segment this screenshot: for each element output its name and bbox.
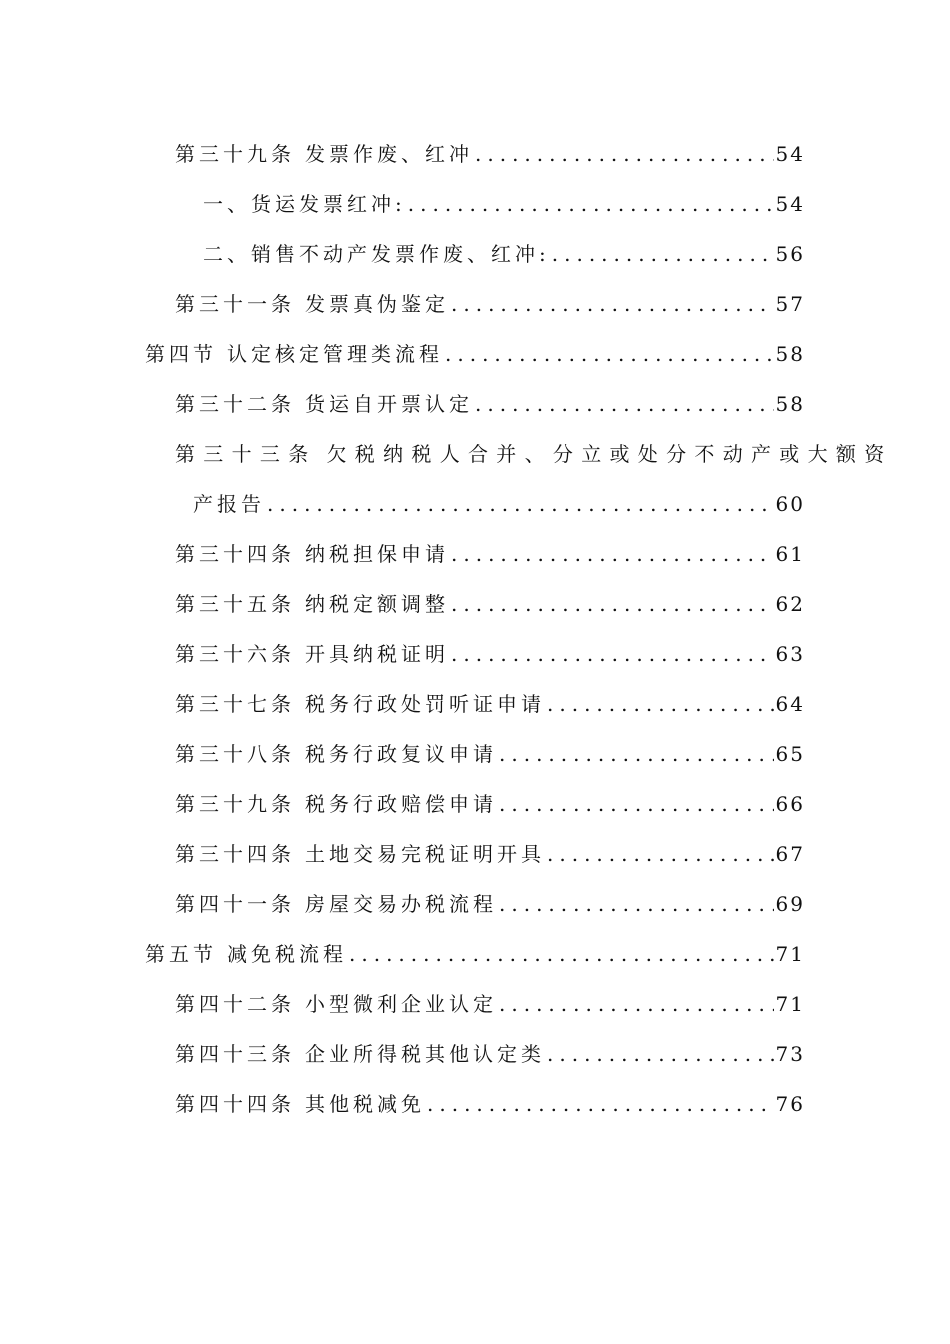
toc-entry[interactable] (0, 827, 950, 877)
toc-page-number: 61 (775, 541, 805, 566)
toc-entry[interactable] (0, 1027, 950, 1077)
dot-leader (475, 392, 774, 416)
toc-entry-label: 第三十八条 税务行政复议申请 (175, 741, 497, 766)
toc-entry[interactable] (0, 577, 950, 627)
toc-page-number: 66 (775, 791, 805, 816)
toc-page-number: 65 (775, 741, 805, 766)
toc-entry[interactable] (0, 527, 950, 577)
toc-entry-label: 第四十二条 小型微利企业认定 (175, 991, 497, 1016)
toc-page-number: 54 (775, 191, 805, 216)
toc-entry[interactable] (0, 727, 950, 777)
toc-entry[interactable] (0, 277, 950, 327)
dot-leader (451, 642, 774, 666)
dot-leader (547, 692, 774, 716)
toc-page-number: 67 (775, 841, 805, 866)
dot-leader (547, 842, 774, 866)
toc-entry[interactable] (0, 227, 950, 277)
dot-leader (499, 742, 774, 766)
toc-page-number: 60 (775, 491, 805, 516)
dot-leader (499, 992, 774, 1016)
toc-entry-label: 第四十一条 房屋交易办税流程 (175, 891, 497, 916)
toc-entry-label: 第四十三条 企业所得税其他认定类 (175, 1041, 545, 1066)
dot-leader (408, 192, 774, 216)
dot-leader (267, 492, 774, 516)
dot-leader (451, 542, 774, 566)
toc-entry-label: 第五节 减免税流程 (145, 941, 347, 966)
toc-entry[interactable] (0, 877, 950, 927)
toc-page-number: 58 (775, 391, 805, 416)
toc-page-number: 56 (775, 241, 805, 266)
table-of-contents (0, 127, 950, 1127)
toc-entry-label: 一、货运发票红冲: (203, 191, 406, 216)
dot-leader (445, 342, 774, 366)
dot-leader (451, 592, 774, 616)
toc-page-number: 73 (775, 1041, 805, 1066)
toc-page-number: 62 (775, 591, 805, 616)
toc-page-number: 54 (775, 141, 805, 166)
toc-page-number: 64 (775, 691, 805, 716)
toc-page-number: 63 (775, 641, 805, 666)
dot-leader (475, 142, 774, 166)
toc-page-number: 71 (775, 941, 805, 966)
toc-entry[interactable] (0, 1077, 950, 1127)
toc-entry-continuation[interactable] (0, 477, 950, 527)
dot-leader (499, 792, 774, 816)
toc-entry-label: 二、销售不动产发票作废、红冲: (203, 241, 550, 266)
dot-leader (552, 242, 774, 266)
toc-section-entry[interactable] (0, 327, 950, 377)
dot-leader (349, 942, 774, 966)
toc-page-number: 58 (775, 341, 805, 366)
toc-section-entry[interactable] (0, 927, 950, 977)
toc-entry-label: 产报告 (193, 491, 265, 516)
toc-entry-label: 第三十五条 纳税定额调整 (175, 591, 449, 616)
toc-entry-label: 第三十九条 税务行政赔偿申请 (175, 791, 497, 816)
toc-entry[interactable] (0, 377, 950, 427)
toc-entry[interactable] (0, 777, 950, 827)
dot-leader (451, 292, 774, 316)
toc-page-number: 69 (775, 891, 805, 916)
toc-entry[interactable] (0, 127, 950, 177)
toc-entry-label: 第三十六条 开具纳税证明 (175, 641, 449, 666)
toc-entry[interactable] (0, 427, 950, 477)
toc-entry-label: 第三十一条 发票真伪鉴定 (175, 291, 449, 316)
toc-page-number: 76 (775, 1091, 805, 1116)
toc-entry[interactable] (0, 627, 950, 677)
dot-leader (547, 1042, 774, 1066)
toc-entry[interactable] (0, 677, 950, 727)
toc-entry-label: 第三十四条 纳税担保申请 (175, 541, 449, 566)
toc-entry[interactable] (0, 177, 950, 227)
toc-entry-label: 第三十七条 税务行政处罚听证申请 (175, 691, 545, 716)
dot-leader (427, 1092, 774, 1116)
toc-page-number: 71 (775, 991, 805, 1016)
toc-entry-label: 第四十四条 其他税减免 (175, 1091, 425, 1116)
toc-entry-label: 第三十四条 土地交易完税证明开具 (175, 841, 545, 866)
toc-entry-label: 第四节 认定核定管理类流程 (145, 341, 443, 366)
toc-entry-label: 第三十三条 欠税纳税人合并、分立或处分不动产或大额资 (175, 441, 893, 466)
toc-entry[interactable] (0, 977, 950, 1027)
toc-entry-label: 第三十九条 发票作废、红冲 (175, 141, 473, 166)
toc-entry-label: 第三十二条 货运自开票认定 (175, 391, 473, 416)
dot-leader (499, 892, 774, 916)
toc-page-number: 57 (775, 291, 805, 316)
